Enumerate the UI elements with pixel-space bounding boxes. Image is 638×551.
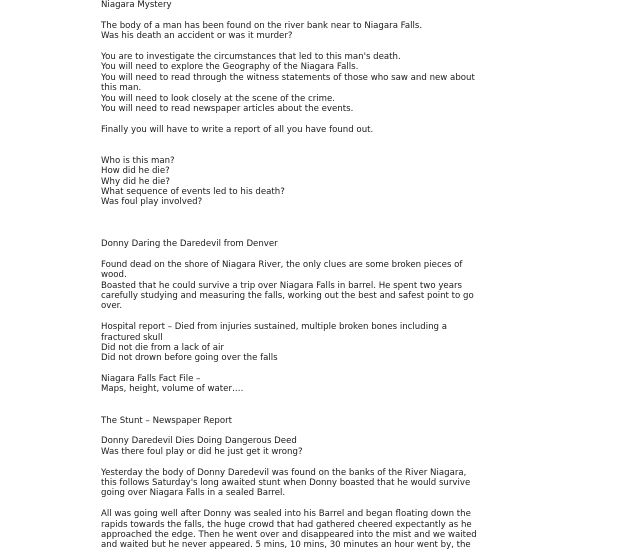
task-line: You will need to read newspaper articles about the events. bbox=[101, 103, 354, 114]
task-line: You are to investigate the circumstances that led to this man's death. bbox=[101, 51, 401, 62]
report-line: Yesterday the body of Donny Daredevil was found on the banks of the River Niagara, bbox=[101, 467, 467, 478]
hospital-line: Did not die from a lack of air bbox=[101, 342, 224, 353]
stunt-heading: The Stunt – Newspaper Report bbox=[101, 415, 232, 426]
question-line: Who is this man? bbox=[101, 155, 175, 166]
intro-line: The body of a man has been found on the river bank near to Niagara Falls. bbox=[101, 20, 423, 31]
finally-line: Finally you will have to write a report of all you have found out. bbox=[101, 124, 374, 135]
found-line: over. bbox=[101, 301, 123, 312]
intro-line: Was his death an accident or was it murder? bbox=[101, 31, 293, 42]
report-line: approached the edge. Then he went over and disappeared into the mist and we waited bbox=[101, 529, 477, 540]
headline-line: Donny Daredevil Dies Doing Dangerous Deed bbox=[101, 436, 297, 447]
document-page bbox=[101, 0, 501, 551]
task-line: this man. bbox=[101, 83, 142, 94]
hospital-line: Did not drown before going over the falls bbox=[101, 353, 278, 364]
report-line: All was going well after Donny was sealed into his Barrel and began floating down the bbox=[101, 509, 471, 520]
fact-file-line: Maps, height, volume of water…. bbox=[101, 384, 244, 395]
question-line: How did he die? bbox=[101, 166, 170, 177]
found-line: Found dead on the shore of Niagara River, the only clues are some broken pieces of bbox=[101, 259, 463, 270]
report-line: rapids towards the falls, the huge crowd that had gathered cheered expectantly as he bbox=[101, 519, 472, 530]
hospital-line: Hospital report – Died from injuries sustained, multiple broken bones including a bbox=[101, 322, 447, 333]
report-line: going over Niagara Falls in a sealed Barrel. bbox=[101, 488, 286, 499]
question-line: What sequence of events led to his death? bbox=[101, 187, 285, 198]
report-line: this follows Saturday's long awaited stunt when Donny boasted that he would survive bbox=[101, 478, 471, 489]
task-line: You will need to look closely at the scene of the crime. bbox=[101, 93, 336, 104]
fact-file-line: Niagara Falls Fact File – bbox=[101, 374, 201, 385]
section-heading: Donny Daring the Daredevil from Denver bbox=[101, 239, 278, 250]
found-line: carefully studying and measuring the falls, working out the best and safest point to go bbox=[101, 290, 474, 301]
question-line: Was foul play involved? bbox=[101, 197, 203, 208]
question-line: Why did he die? bbox=[101, 176, 170, 187]
document-title: Niagara Mystery bbox=[101, 0, 172, 10]
task-line: You will need to read through the witness statements of those who saw and new about bbox=[101, 72, 475, 83]
headline-line: Was there foul play or did he just get it wrong? bbox=[101, 446, 303, 457]
task-line: You will need to explore the Geography of the Niagara Falls. bbox=[101, 62, 359, 73]
hospital-line: fractured skull bbox=[101, 332, 163, 343]
found-line: wood. bbox=[101, 270, 127, 281]
report-line: and waited but he never appeared. 5 mins, 10 mins, 30 minutes an hour went by, the bbox=[101, 540, 471, 551]
found-line: Boasted that he could survive a trip over Niagara Falls in barrel. He spent two years bbox=[101, 280, 462, 291]
